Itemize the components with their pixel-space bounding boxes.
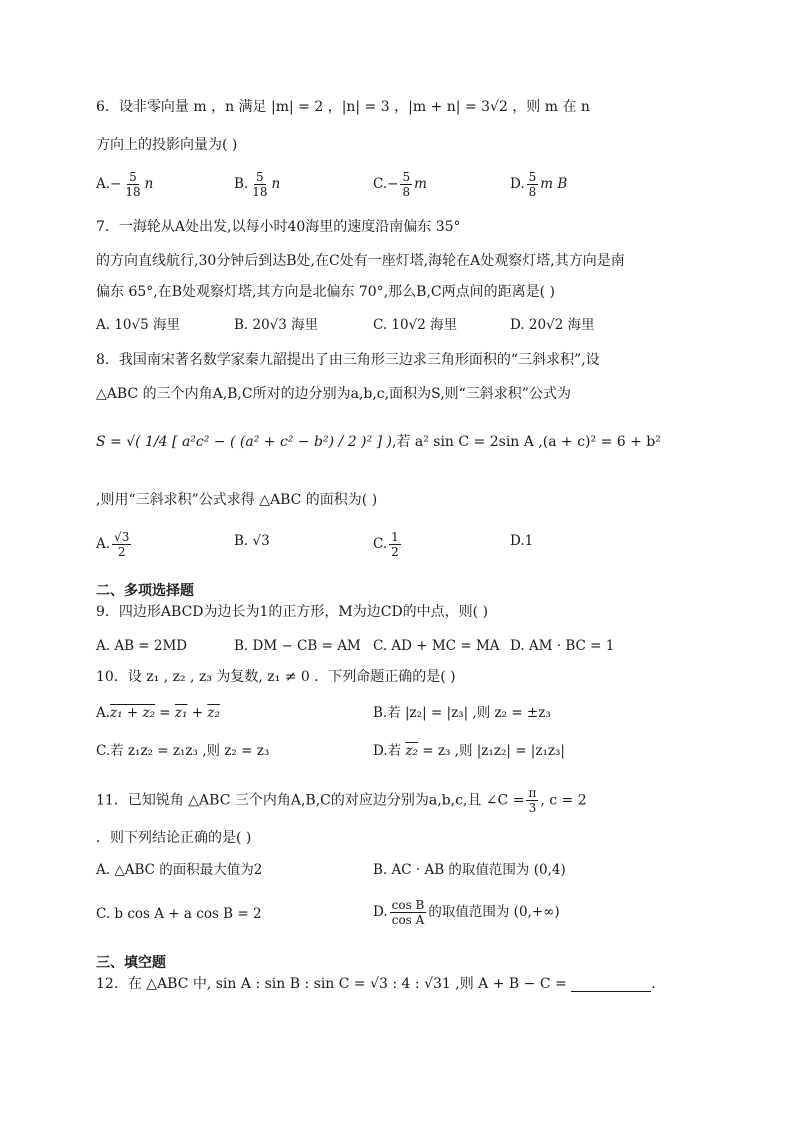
q10-option-b: B.若 |z₂| = |z₃| ,则 z₂ = ±z₃ <box>373 705 551 721</box>
q12-stem: 12．在 △ABC 中, sin A : sin B : sin C = √3 : 4 : √31 ,则 A + B − C = . <box>96 976 656 992</box>
q8-stem: 8．我国南宋著名数学家秦九韶提出了由三角形三边求三角形面积的“三斜求积”,设 <box>96 352 600 368</box>
q11-option-c: C. b cos A + a cos B = 2 <box>96 906 262 922</box>
q8-option-a: A. $\frac{√3}{2}$ <box>96 530 130 559</box>
q11-stem: 11．已知锐角 △ABC 三个内角A,B,C的对应边分别为a,b,c,且 ∠C = $\frac{\pi}{3}$ , c = 2 <box>96 786 587 815</box>
q11-stem-cont: ．则下列结论正确的是( ) <box>96 830 252 846</box>
q8-option-b: B. √3 <box>234 533 270 549</box>
q9-stem: 9．四边形ABCD为边长为1的正方形，M为边CD的中点，则( ) <box>96 604 489 620</box>
q7-option-a: A. 10√5 海里 <box>96 317 180 333</box>
q6-option-c: C.− $\frac{5}{8}$ m <box>373 170 427 199</box>
q9-option-b: B. DM − CB = AM <box>234 638 361 654</box>
q9-option-d: D. AM · BC = 1 <box>510 638 615 654</box>
q8-option-d: D.1 <box>510 533 534 549</box>
q6-option-d: D. $\frac{5}{8}$ m B <box>510 170 568 199</box>
q11-option-b: B. AC · AB 的取值范围为 (0,4) <box>373 862 566 878</box>
q8-stem-cont: △ABC 的三个内角A,B,C所对的边分别为a,b,c,面积为S,则“三斜求积”公式为 <box>96 386 571 402</box>
q8-question: ,则用“三斜求积”公式求得 △ABC 的面积为( ) <box>96 492 378 508</box>
q7-option-d: D. 20√2 海里 <box>510 317 595 333</box>
q10-stem: 10．设 z₁ , z₂ , z₃ 为复数, z₁ ≠ 0 ．下列命题正确的是( ) <box>96 669 456 685</box>
q6-stem-cont: 方向上的投影向量为( ) <box>96 137 238 153</box>
q10-option-a: A.z₁ + z₂ = z₁ + z₂ <box>96 705 220 721</box>
q8-formula-line <box>96 432 661 452</box>
section-heading-fill-in: 三、填空题 <box>96 955 166 971</box>
q7-stem: 7．一海轮从A处出发,以每小时40海里的速度沿南偏东 35° <box>96 219 461 235</box>
q11-option-d: D. $\frac{\text{cos B}}{\text{cos A}}$ 的取值范围为 (0,+∞) <box>373 898 560 927</box>
q8-formula: S = √( 1/4 [ a²c² − ( (a² + c² − b²) / 2 )² ] ) <box>96 434 392 450</box>
q10-option-c: C.若 z₁z₂ = z₁z₃ ,则 z₂ = z₃ <box>96 743 270 759</box>
q6-stem: 6．设非零向量 m ，n 满足 |m| = 2 ，|n| = 3 ，|m + n| = 3√2 ，则 m 在 n <box>96 99 590 115</box>
q8-condition: ,若 a² sin C = 2sin A ,(a + c)² = 6 + b² <box>391 434 661 450</box>
q7-stem-cont1: 的方向直线航行,30分钟后到达B处,在C处有一座灯塔,海轮在A处观察灯塔,其方向是南 <box>96 253 625 269</box>
q12-answer-blank[interactable] <box>571 977 651 992</box>
section-heading-multiple-choice: 二、多项选择题 <box>96 583 194 599</box>
q7-option-b: B. 20√3 海里 <box>234 317 319 333</box>
q11-option-a: A. △ABC 的面积最大值为2 <box>96 862 263 878</box>
q8-option-c: C. $\frac{1}{2}$ <box>373 530 399 559</box>
q9-option-a: A. AB = 2MD <box>96 638 188 654</box>
q9-option-c: C. AD + MC = MA <box>373 638 500 654</box>
q6-option-b: B. $\frac{5}{18}$ n <box>234 170 281 199</box>
q7-option-c: C. 10√2 海里 <box>373 317 458 333</box>
q10-option-d: D.若 z₂ = z₃ ,则 |z₁z₂| = |z₁z₃| <box>373 743 565 759</box>
q7-stem-cont2: 偏东 65°,在B处观察灯塔,其方向是北偏东 70°,那么B,C两点间的距离是( ) <box>96 284 555 300</box>
q6-option-a: A.− $\frac{5}{18}$ n <box>96 170 154 199</box>
